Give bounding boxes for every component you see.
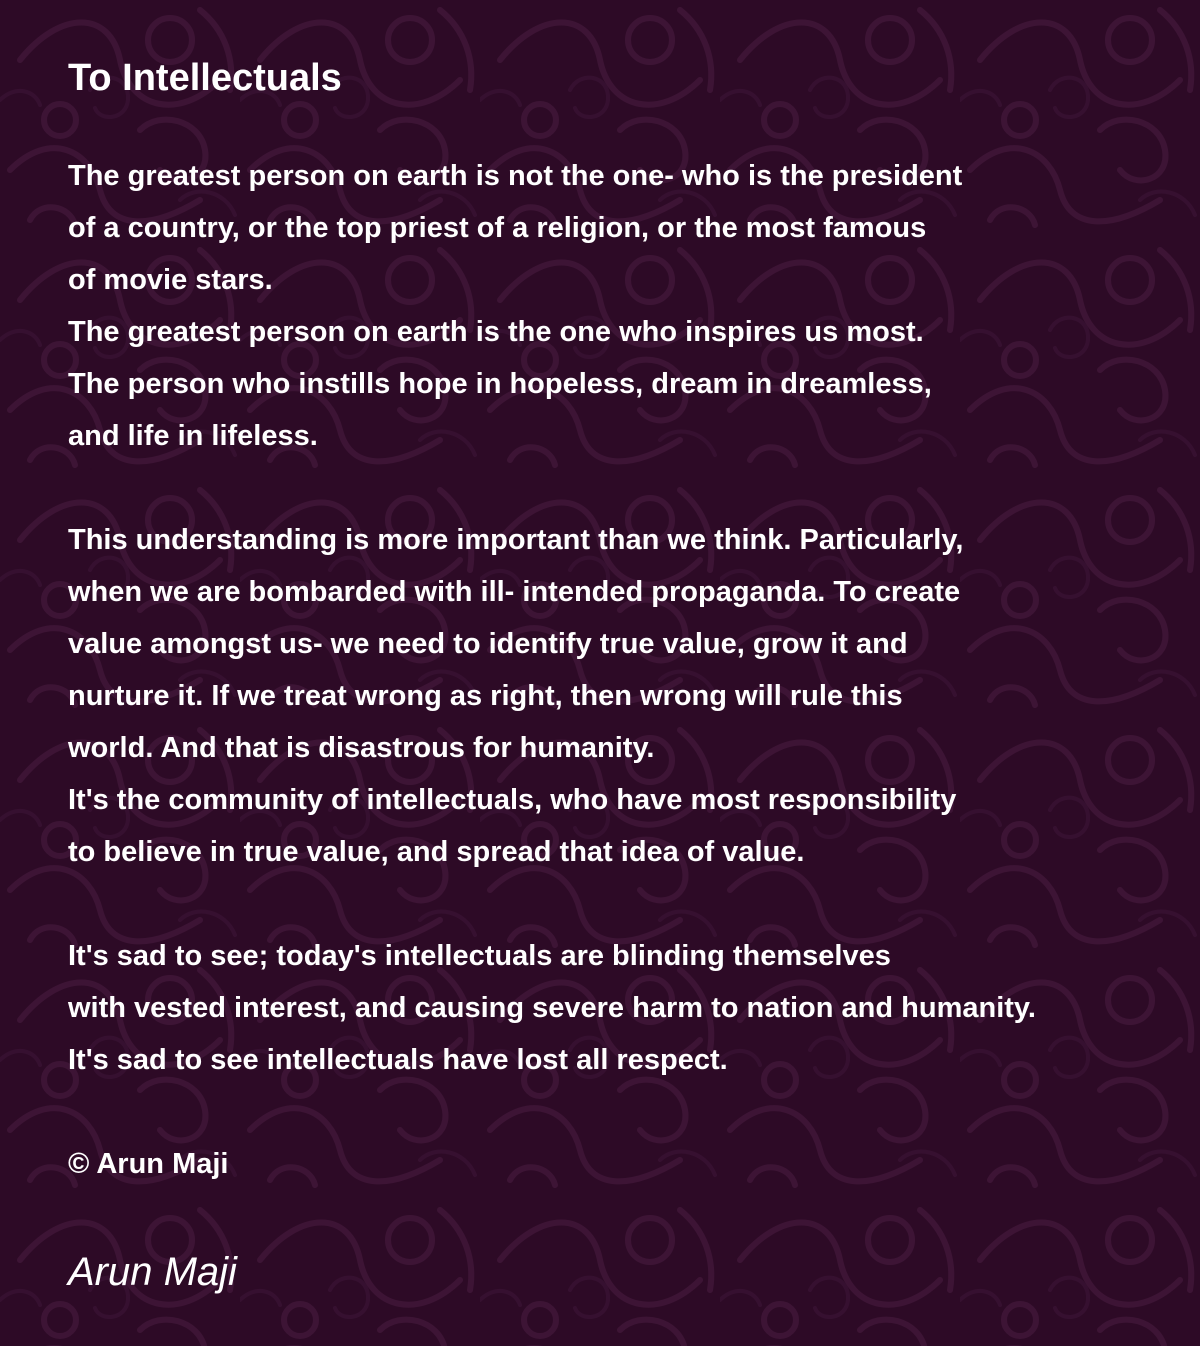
author-signature: Arun Maji	[68, 1250, 237, 1294]
stanza-break	[68, 1086, 1178, 1138]
poem-body	[68, 150, 1178, 1190]
stanza-break	[68, 878, 1178, 930]
poem-line: The person who instills hope in hopeless, dream in dreamless,	[68, 368, 932, 400]
poem-line: when we are bombarded with ill- intended propaganda. To create	[68, 576, 961, 608]
poem-line: and life in lifeless.	[68, 420, 318, 452]
poem-line: © Arun Maji	[68, 1148, 229, 1180]
poem-line: It's the community of intellectuals, who have most responsibility	[68, 784, 957, 816]
poem-line: This understanding is more important than we think. Particularly,	[68, 524, 964, 556]
poem-line: world. And that is disastrous for humanity.	[68, 732, 655, 764]
poem-line: The greatest person on earth is the one who inspires us most.	[68, 316, 924, 348]
poem-line: of a country, or the top priest of a religion, or the most famous	[68, 212, 927, 244]
poem-line: with vested interest, and causing severe harm to nation and humanity.	[68, 992, 1036, 1024]
poem-line: It's sad to see; today's intellectuals are blinding themselves	[68, 940, 891, 972]
poem-line: to believe in true value, and spread that idea of value.	[68, 836, 805, 868]
poem-line: nurture it. If we treat wrong as right, then wrong will rule this	[68, 680, 903, 712]
stanza-break	[68, 462, 1178, 514]
poem-title: To Intellectuals	[68, 57, 342, 99]
poem-line: It's sad to see intellectuals have lost all respect.	[68, 1044, 728, 1076]
poem-line: value amongst us- we need to identify true value, grow it and	[68, 628, 908, 660]
poem-line: of movie stars.	[68, 264, 273, 296]
poem-line: The greatest person on earth is not the one- who is the president	[68, 160, 963, 192]
